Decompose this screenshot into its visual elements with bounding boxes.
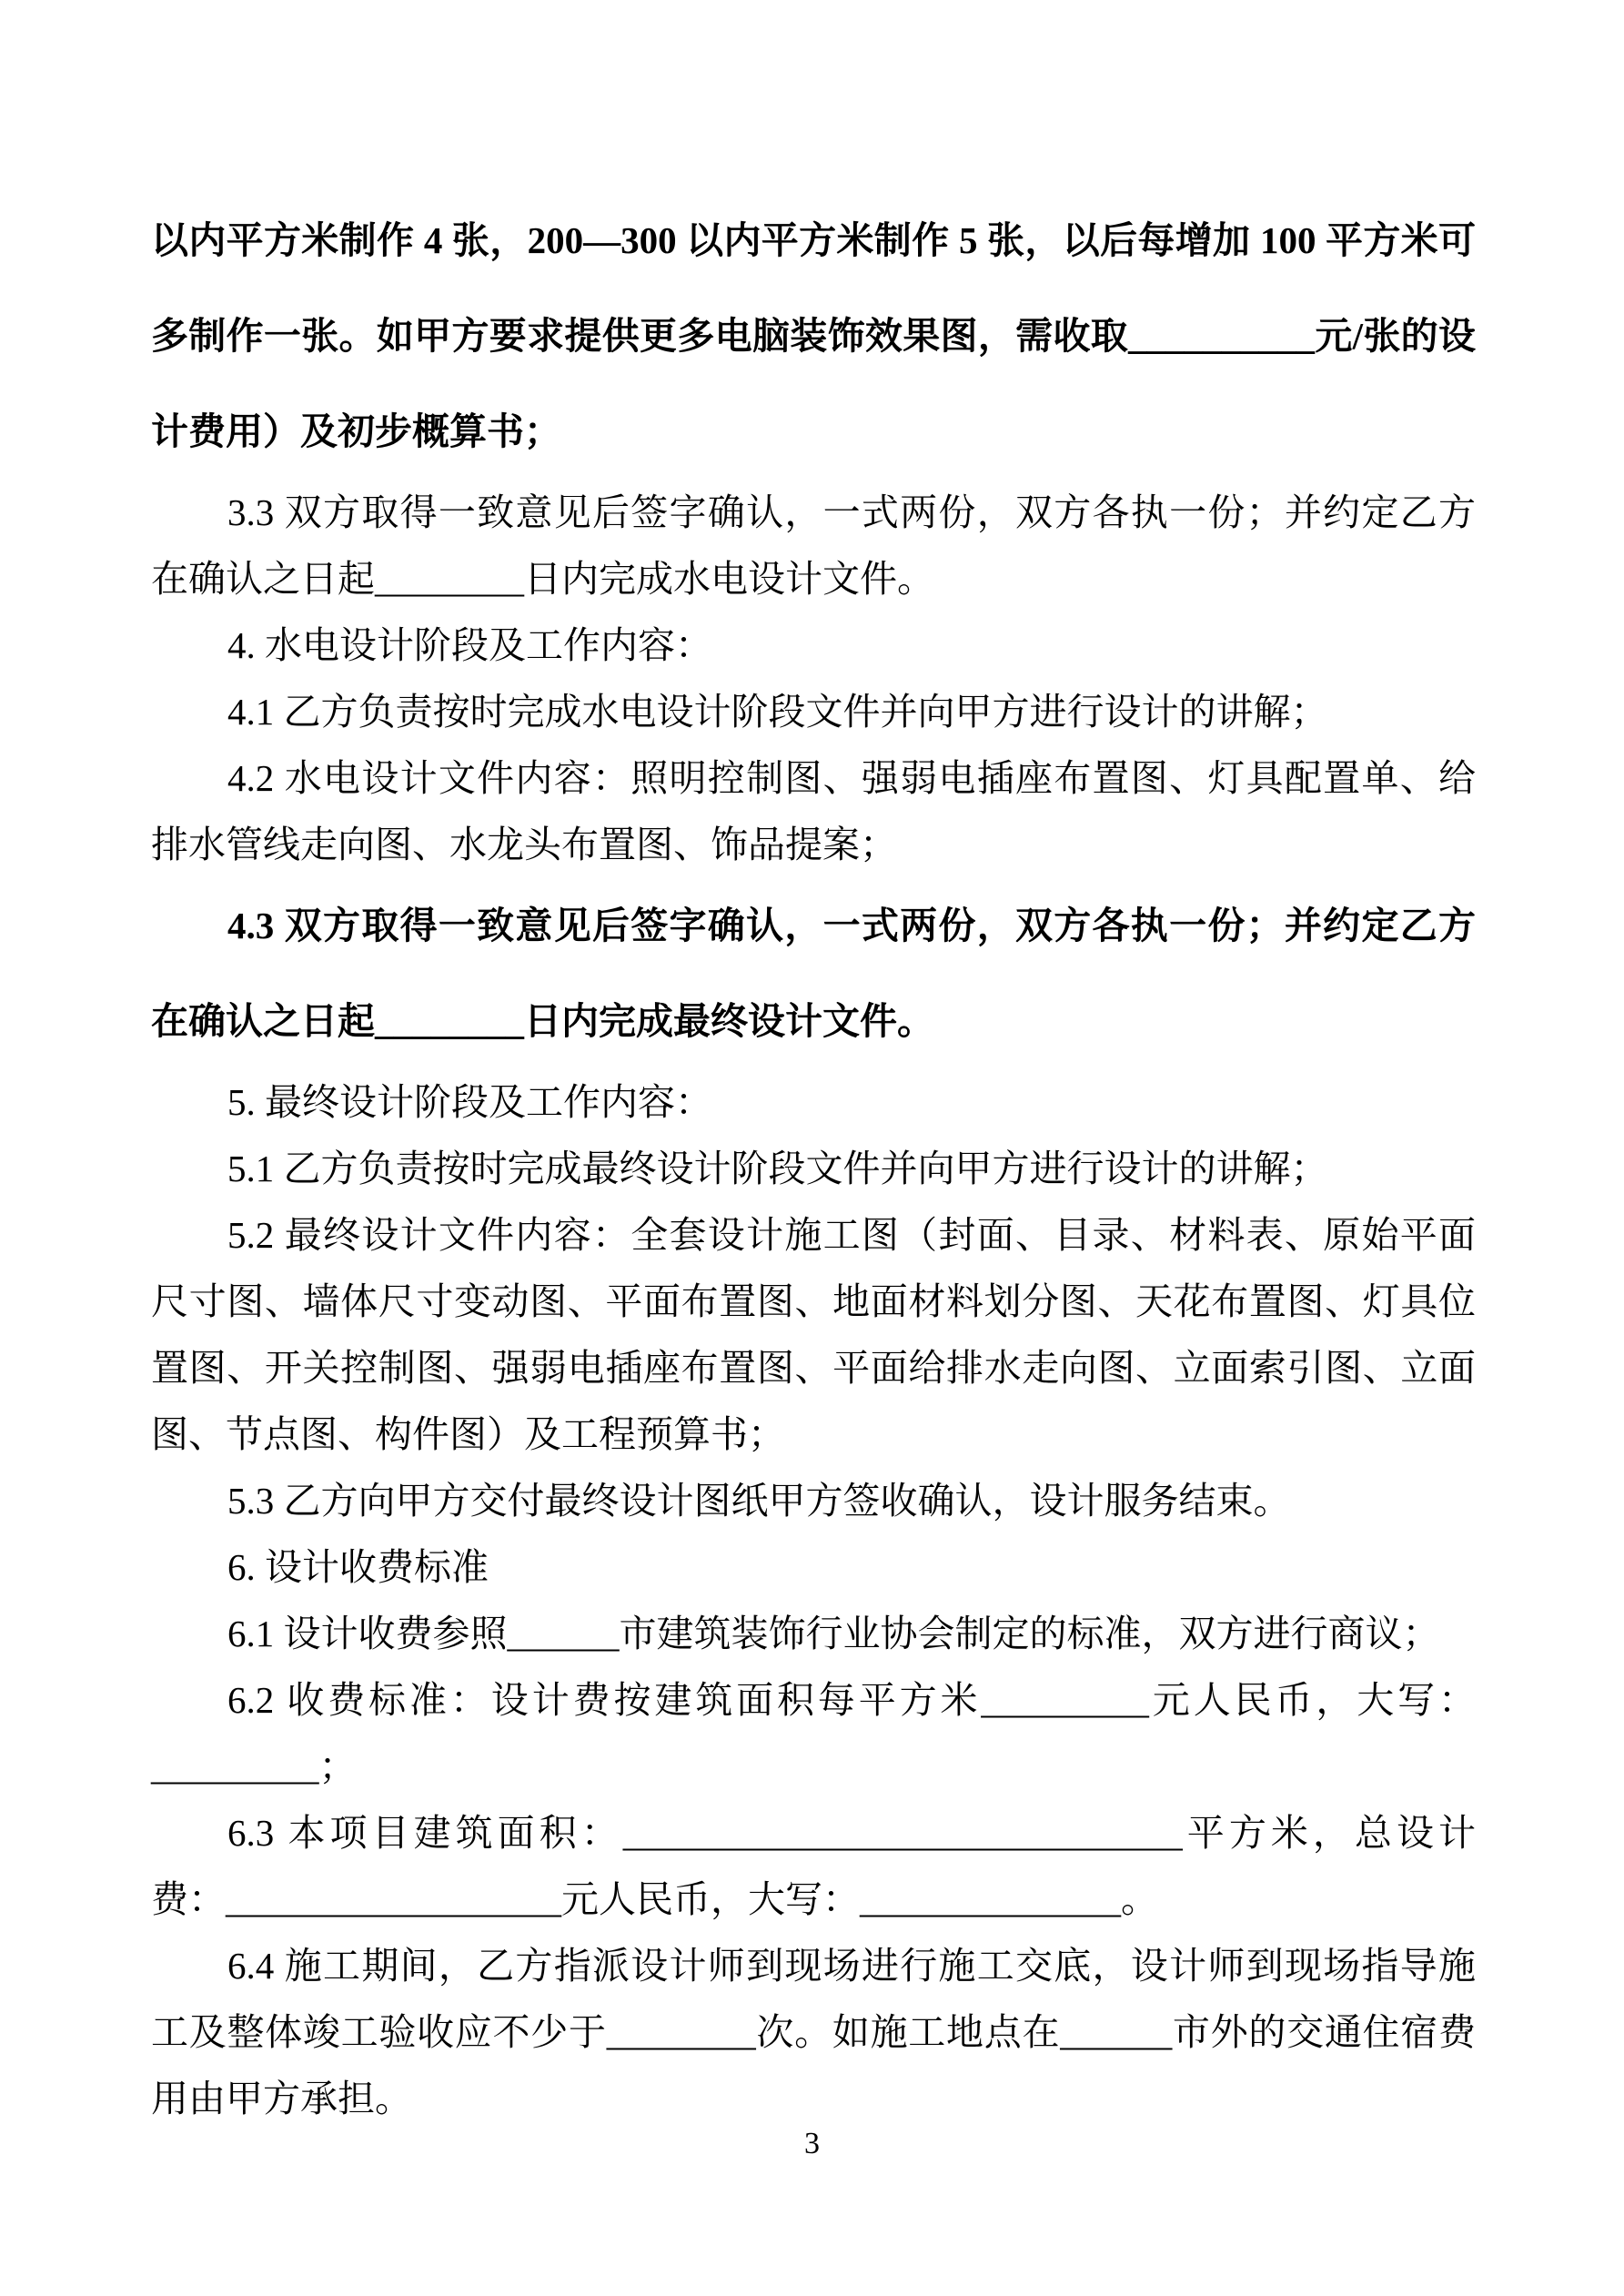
clause-6-2: 6.2 收费标准：设计费按建筑面积每平方米_________元人民币，大写：_________； [151,1679,1476,1787]
clause-3-3: 3.3 双方取得一致意见后签字确认，一式两份，双方各执一份；并约定乙方在确认之日起________日内完成水电设计文件。 [151,491,1476,600]
clause-6-1: 6.1 设计收费参照______市建筑装饰行业协会制定的标准，双方进行商议； [227,1613,1440,1654]
clause-5-1: 5.1 乙方负责按时完成最终设计阶段文件并向甲方进行设计的讲解； [227,1148,1328,1189]
clause-6-4: 6.4 施工期间，乙方指派设计师到现场进行施工交底，设计师到现场指导施工及整体竣工验收应不少于________次。如施工地点在______市外的交通住宿费用由甲方承担。 [151,1945,1476,2119]
clause-5-2: 5.2 最终设计文件内容：全套设计施工图（封面、目录、材料表、原始平面尺寸图、墙体尺寸变动图、平面布置图、地面材料划分图、天花布置图、灯具位置图、开关控制图、强弱电插座布置图、平面给排水走向图、立面索引图、立面图、节点图、构件图）及工程预算书； [151,1214,1476,1455]
clause-4-3: 4.3 双方取得一致意见后签字确认，一式两份，双方各执一份；并约定乙方在确认之日起________日内完成最终设计文件。 [151,905,1476,1042]
clause-6-3: 6.3 本项目建筑面积：______________________________平方米，总设计费：__________________元人民币，大写：______________。 [151,1812,1476,1920]
clause-5-heading: 5. 最终设计阶段及工作内容： [227,1081,712,1123]
page-number: 3 [804,2127,820,2160]
clause-4-2: 4.2 水电设计文件内容：照明控制图、强弱电插座布置图、灯具配置单、给排水管线走向图、水龙头布置图、饰品提案； [151,757,1476,865]
contract-body [151,193,1476,2132]
clause-5-3: 5.3 乙方向甲方交付最终设计图纸甲方签收确认，设计服务结束。 [227,1480,1291,1522]
clause-6-heading: 6. 设计收费标准 [227,1546,489,1588]
clause-4-1: 4.1 乙方负责按时完成水电设计阶段文件并向甲方进行设计的讲解； [227,691,1328,733]
continuation-paragraph: 以内平方米制作 4 张，200—300 以内平方米制作 5 张，以后每增加 100 平方米可多制作一张。如甲方要求提供更多电脑装饰效果图，需收取__________元/张的设计费用）及初步概算书； [151,219,1476,452]
clause-4-heading: 4. 水电设计阶段及工作内容： [227,624,712,666]
